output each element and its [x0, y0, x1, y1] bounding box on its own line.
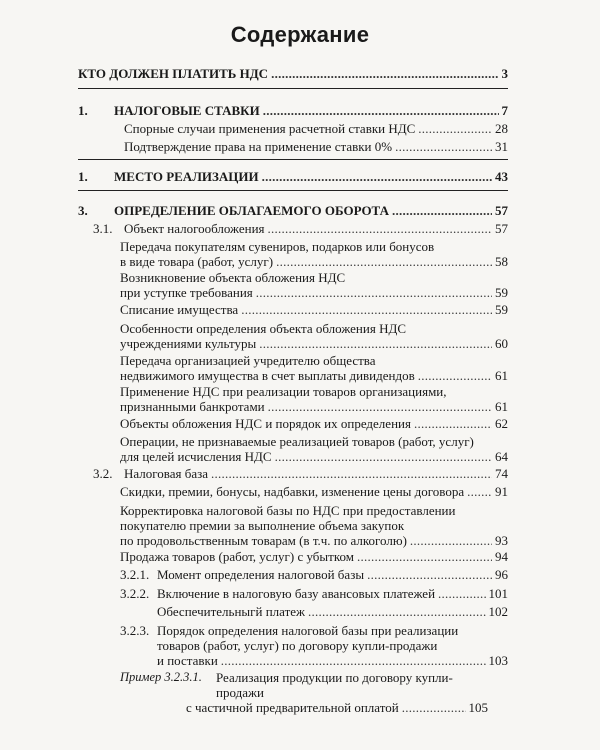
- toc-entry-text: Обеспечительныгй платеж: [157, 604, 306, 619]
- toc-entry-text: КТО ДОЛЖЕН ПЛАТИТЬ НДС: [78, 66, 269, 81]
- toc-entry-zero-rate[interactable]: [124, 139, 508, 155]
- leader-dots: [221, 653, 486, 668]
- toc-entry-text: для целей исчисления НДС: [120, 449, 272, 464]
- toc-page-number: 57: [495, 221, 508, 236]
- leader-dots: [276, 254, 492, 269]
- toc-entry-disputed-rate[interactable]: [124, 121, 508, 137]
- toc-entry-real-estate[interactable]: [120, 353, 508, 383]
- toc-page-number: 61: [495, 368, 508, 383]
- toc-entry-tax-rates[interactable]: [114, 103, 508, 119]
- toc-entry-text: Применение НДС при реализации товаров организациями,: [120, 384, 447, 399]
- example-label: Пример 3.2.3.1.: [120, 670, 202, 684]
- toc-entry-text: недвижимого имущества в счет выплаты дивидендов: [120, 368, 415, 383]
- toc-entry-base-procedure[interactable]: [157, 623, 508, 668]
- toc-entry-text: Операции, не признаваемые реализацией товаров (работ, услуг): [120, 434, 474, 449]
- leader-dots: [275, 449, 492, 464]
- section-number: 3.: [78, 203, 88, 218]
- toc-entry-text: товаров (работ, услуг) по договору купли-продажи: [157, 638, 438, 653]
- toc-entry-text: и поставки: [157, 653, 218, 668]
- leader-dots: [467, 484, 492, 500]
- toc-entry-advance-payments[interactable]: [157, 586, 508, 602]
- leader-dots: [395, 139, 492, 155]
- toc-entry-text: МЕСТО РЕАЛИЗАЦИИ: [114, 169, 259, 184]
- toc-entry-discounts[interactable]: [120, 484, 508, 500]
- leader-dots: [438, 586, 485, 602]
- toc-entry-text: Скидки, премии, бонусы, надбавки, изменение цены договора: [120, 484, 465, 499]
- toc-entry-text: по продовольственным товарам (в т.ч. по алкоголю): [120, 533, 407, 548]
- toc-page-number: 94: [495, 549, 508, 564]
- section-number: 3.2.3.: [120, 623, 150, 638]
- toc-entry-who-pays[interactable]: [78, 66, 508, 82]
- leader-dots: [211, 466, 492, 482]
- section-number: 3.2.1.: [120, 567, 150, 582]
- section-divider: [78, 159, 508, 160]
- toc-entry-tax-base[interactable]: [124, 466, 508, 482]
- toc-page-number: 7: [501, 103, 508, 118]
- section-number: 3.1.: [93, 221, 113, 236]
- toc-page-number: 64: [495, 449, 508, 464]
- toc-entry-place-of-sale[interactable]: [114, 169, 508, 185]
- toc-page-number: 57: [495, 203, 508, 218]
- toc-entry-text: Особенности определения объекта обложения НДС: [120, 321, 406, 336]
- toc-page-number: 28: [495, 121, 508, 136]
- section-divider: [78, 190, 508, 191]
- leader-dots: [263, 103, 499, 119]
- toc-page-number: 60: [495, 336, 508, 351]
- toc-entry-text: Подтверждение права на применение ставки 0%: [124, 139, 393, 154]
- toc-entry-bankrupts[interactable]: [120, 384, 508, 414]
- toc-entry-taxation-object[interactable]: [124, 221, 508, 237]
- page-title: Содержание: [230, 22, 370, 47]
- toc-entry-text: Спорные случаи применения расчетной ставки НДС: [124, 121, 416, 136]
- leader-dots: [392, 203, 492, 219]
- toc-entry-text: Порядок определения налоговой базы при реализации: [157, 623, 459, 638]
- toc-entry-text: Корректировка налоговой базы по НДС при предоставлении: [120, 503, 456, 518]
- leader-dots: [262, 169, 492, 185]
- toc-entry-text: покупателю премии за выполнение объема закупок: [120, 518, 405, 533]
- toc-page-number: 31: [495, 139, 508, 154]
- toc-page-number: 59: [495, 285, 508, 300]
- toc-page-number: 59: [495, 302, 508, 317]
- leader-dots: [418, 368, 492, 383]
- toc-entry-non-sale-operations[interactable]: [120, 434, 508, 464]
- leader-dots: [256, 285, 492, 300]
- toc-page-number: 62: [495, 416, 508, 431]
- toc-page-number: 103: [488, 653, 508, 668]
- leader-dots: [357, 549, 492, 565]
- toc-page-number: 101: [488, 586, 508, 601]
- toc-page-number: 43: [495, 169, 508, 184]
- toc-entry-text: Момент определения налоговой базы: [157, 567, 365, 582]
- toc-page-number: 61: [495, 399, 508, 414]
- toc-page-number: 96: [495, 567, 508, 582]
- leader-dots: [402, 700, 466, 715]
- section-number: 1.: [78, 169, 88, 184]
- toc-entry-text: НАЛОГОВЫЕ СТАВКИ: [114, 103, 260, 118]
- toc-entry-souvenirs[interactable]: [120, 239, 508, 269]
- toc-entry-culture[interactable]: [120, 321, 508, 351]
- toc-entry-write-off[interactable]: [120, 302, 508, 318]
- toc-entry-text: Возникновение объекта обложения НДС: [120, 270, 346, 285]
- leader-dots: [418, 121, 492, 137]
- leader-dots: [367, 567, 492, 583]
- toc-entry-text: Передача покупателям сувениров, подарков или бонусов: [120, 239, 435, 254]
- toc-entry-text: с частичной предварительной оплатой: [186, 700, 399, 715]
- toc-entry-vat-objects[interactable]: [120, 416, 508, 432]
- leader-dots: [271, 66, 498, 82]
- toc-entry-text: признанными банкротами: [120, 399, 265, 414]
- toc-entry-text: Передача организацией учредителю общества: [120, 353, 376, 368]
- section-number: 1.: [78, 103, 88, 118]
- toc-entry-base-moment[interactable]: [157, 567, 508, 583]
- toc-entry-example-partial-prepayment[interactable]: [186, 670, 488, 715]
- toc-page-number: 91: [495, 484, 508, 499]
- toc-entry-text: в виде товара (работ, услуг): [120, 254, 274, 269]
- toc-entry-text: Реализация продукции по договору купли-продажи: [216, 670, 453, 700]
- toc-entry-text: Объект налогообложения: [124, 221, 265, 236]
- toc-entry-security-payment[interactable]: [157, 604, 508, 620]
- toc-entry-taxable-turnover[interactable]: [114, 203, 508, 219]
- toc-page-number: 74: [495, 466, 508, 481]
- leader-dots: [414, 416, 492, 432]
- toc-entry-text: Списание имущества: [120, 302, 239, 317]
- toc-page-number: 3: [501, 66, 508, 81]
- toc-entry-base-adjustment[interactable]: [120, 503, 508, 548]
- leader-dots: [259, 336, 492, 351]
- toc-entry-text: при уступке требования: [120, 285, 253, 300]
- toc-entry-text: Объекты обложения НДС и порядок их определения: [120, 416, 411, 431]
- leader-dots: [241, 302, 492, 318]
- section-divider: [78, 88, 508, 89]
- toc-entry-text: Включение в налоговую базу авансовых платежей: [157, 586, 436, 601]
- leader-dots: [308, 604, 485, 620]
- toc-entry-text: учреждениями культуры: [120, 336, 257, 351]
- leader-dots: [268, 221, 492, 237]
- toc-page-number: 58: [495, 254, 508, 269]
- toc-page-number: 105: [468, 700, 488, 715]
- section-number: 3.2.: [93, 466, 113, 481]
- toc-entry-text: Налоговая база: [124, 466, 209, 481]
- section-number: 3.2.2.: [120, 586, 150, 601]
- toc-page-number: 102: [488, 604, 508, 619]
- leader-dots: [268, 399, 492, 414]
- toc-entry-assignment[interactable]: [120, 270, 508, 300]
- toc-entry-text: Продажа товаров (работ, услуг) с убытком: [120, 549, 354, 564]
- toc-entry-text: ОПРЕДЕЛЕНИЕ ОБЛАГАЕМОГО ОБОРОТА: [114, 203, 389, 218]
- leader-dots: [410, 533, 492, 548]
- toc-entry-loss-sales[interactable]: [120, 549, 508, 565]
- toc-page-number: 93: [495, 533, 508, 548]
